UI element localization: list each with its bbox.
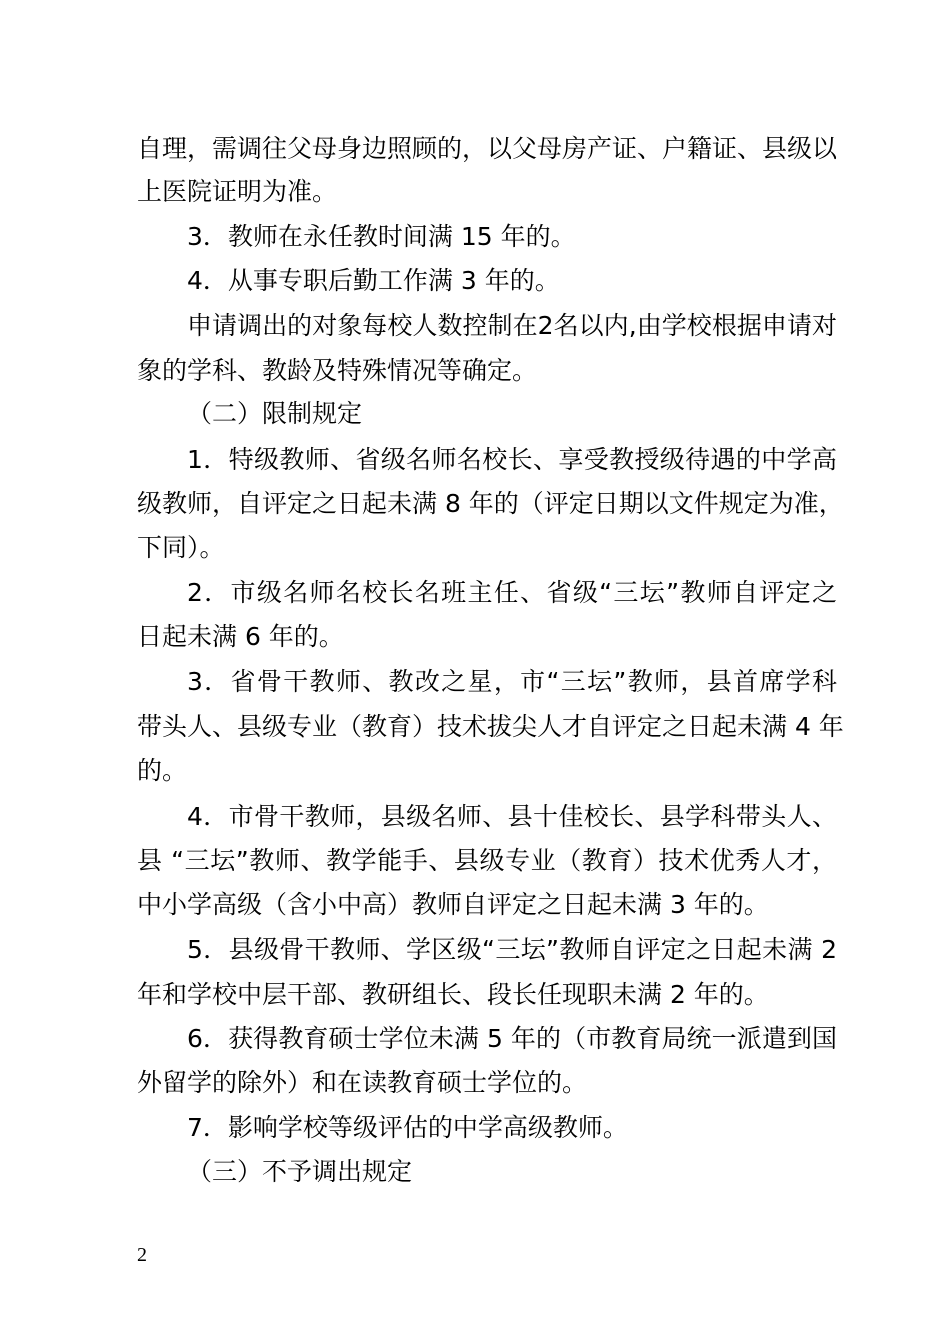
body-text-line: 上医院证明为准。	[137, 177, 338, 206]
body-text-line: 中小学高级（含小中高）教师自评定之日起未满 3 年的。	[137, 890, 769, 919]
list-item: 5．县级骨干教师、学区级“三坛”教师自评定之日起未满 2	[187, 935, 837, 964]
list-item: 4．从事专职后勤工作满 3 年的。	[187, 266, 560, 295]
list-item: 2．市级名师名校长名班主任、省级“三坛”教师自评定之	[187, 578, 837, 607]
body-text-line: 自理，需调往父母身边照顾的，以父母房产证、户籍证、县级以	[137, 134, 838, 163]
list-item: 1．特级教师、省级名师名校长、享受教授级待遇的中学高	[187, 445, 837, 474]
body-text-line: 县 “三坛”教师、教学能手、县级专业（教育）技术优秀人才，	[137, 846, 837, 875]
list-item: 6．获得教育硕士学位未满 5 年的（市教育局统一派遣到国	[187, 1024, 837, 1053]
section-heading: （三）不予调出规定	[187, 1157, 413, 1186]
body-text-line: 象的学科、教龄及特殊情况等确定。	[137, 356, 538, 385]
body-text-line: 年和学校中层干部、教研组长、段长任现职未满 2 年的。	[137, 980, 769, 1009]
body-text-line: 级教师，自评定之日起未满 8 年的（评定日期以文件规定为准，	[137, 489, 844, 518]
list-item: 4．市骨干教师，县级名师、县十佳校长、县学科带头人、	[187, 802, 837, 831]
list-item: 7．影响学校等级评估的中学高级教师。	[187, 1113, 628, 1142]
body-text-line: 的。	[137, 756, 188, 785]
body-text-line: 日起未满 6 年的。	[137, 622, 344, 651]
list-item: 3．教师在永任教时间满 15 年的。	[187, 222, 576, 251]
list-item: 3．省骨干教师、教改之星，市“三坛”教师，县首席学科	[187, 667, 837, 696]
body-text-line: 下同）。	[137, 533, 225, 562]
section-heading: （二）限制规定	[187, 399, 363, 428]
body-text-line: 申请调出的对象每校人数控制在2名以内,由学校根据申请对	[187, 311, 837, 340]
page-number: 2	[137, 1244, 147, 1266]
body-text-line: 带头人、县级专业（教育）技术拔尖人才自评定之日起未满 4 年	[137, 712, 844, 741]
body-text-line: 外留学的除外）和在读教育硕士学位的。	[137, 1068, 588, 1097]
